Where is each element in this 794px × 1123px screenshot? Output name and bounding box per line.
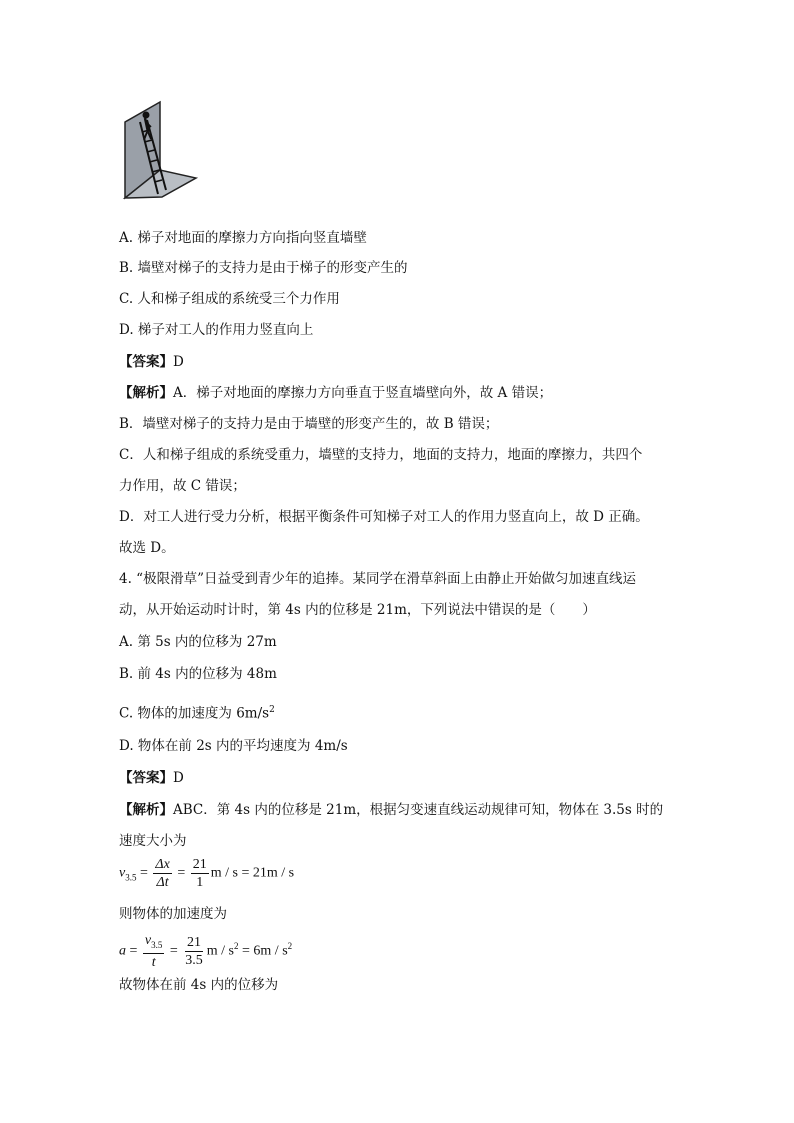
q3-answer <box>119 352 184 372</box>
q4-option-c <box>119 700 275 724</box>
q4-analysis-label: 【解析】 <box>119 802 173 818</box>
eq2-fraction-1 <box>143 932 164 972</box>
q4-option-c-exponent: 2 <box>269 705 275 715</box>
eq1-fraction-2 <box>191 856 209 891</box>
q4-stem-line-1: 4. “极限滑草”日益受到青少年的追捧。某同学在滑草斜面上由静止开始做匀加速直线运 <box>119 571 636 587</box>
eq2-lhs-var: a <box>119 943 126 959</box>
q3-analysis-text-1: A．梯子对地面的摩擦力方向垂直于竖直墙壁向外，故 A 错误； <box>173 385 553 401</box>
q4-option-c-text: C. 物体的加速度为 6m/s <box>119 705 270 722</box>
eq2-frac1-den: t <box>151 955 156 971</box>
ladder-against-wall-illustration <box>120 100 200 200</box>
q3-analysis-line-5: D．对工人进行受力分析，根据平衡条件可知梯子对工人的作用力竖直向上，故 D 正确。 <box>119 509 649 525</box>
eq2-tail-b-sup: 2 <box>287 941 293 951</box>
q4-answer <box>119 768 184 788</box>
eq2-frac1-num-var: v <box>144 932 152 948</box>
eq1-lhs-var: v <box>119 865 126 881</box>
q4-acceleration-intro: 则物体的加速度为 <box>119 906 227 922</box>
q3-answer-value: D <box>173 354 184 370</box>
eq2-frac1-num-sub: 3.5 <box>151 939 163 950</box>
q4-option-b: B. 前 4s 内的位移为 48m <box>119 666 277 682</box>
eq2-frac2-den: 3.5 <box>185 952 203 968</box>
q4-answer-value: D <box>173 770 184 786</box>
eq2-frac2-num: 21 <box>187 934 202 950</box>
q4-option-d: D. 物体在前 2s 内的平均速度为 4m/s <box>119 738 348 754</box>
eq1-lhs-sub: 3.5 <box>125 872 137 883</box>
q4-stem-line-2: 动，从开始运动时计时，第 4s 内的位移是 21m，下列说法中错误的是（ ） <box>119 602 596 618</box>
eq1-frac1-num: Δx <box>155 857 170 872</box>
eq1-frac2-num: 21 <box>192 857 207 872</box>
q3-analysis-line-1 <box>119 383 552 403</box>
q3-answer-label: 【答案】 <box>119 354 173 370</box>
equation-acceleration: a = $\frac{v_{3.5}}{t}$ = $\frac{21}{3.5}$ $m / s^2 = 6m / s^2$ <box>119 932 293 971</box>
eq1-frac2-den: 1 <box>196 875 204 890</box>
q4-answer-label: 【答案】 <box>119 770 173 786</box>
eq1-fraction-1 <box>153 856 171 891</box>
eq2-fraction-2 <box>183 934 205 969</box>
q3-analysis-line-3: C．人和梯子组成的系统受重力，墙壁的支持力，地面的支持力，地面的摩擦力，共四个 <box>119 447 643 463</box>
eq2-tail-a: m / s <box>206 943 235 959</box>
q4-option-a: A. 第 5s 内的位移为 27m <box>119 634 277 650</box>
q3-option-d: D. 梯子对工人的作用力竖直向上 <box>119 322 314 338</box>
eq2-tail-a-sup: 2 <box>234 941 239 951</box>
eq2-tail-b: = 6m / s <box>238 943 288 959</box>
eq1-frac1-den: Δt <box>156 875 169 890</box>
q4-displacement-intro: 故物体在前 4s 内的位移为 <box>119 977 279 993</box>
equation-velocity: $v_{3.5}$ = $\frac{\Delta x}{\Delta t}$ = $\frac{21}{1}$ m / s = 21m / s <box>119 857 295 890</box>
q4-analysis-line-2: 速度大小为 <box>119 833 187 849</box>
q3-option-c: C. 人和梯子组成的系统受三个力作用 <box>119 291 340 307</box>
q3-option-a: A. 梯子对地面的摩擦力方向指向竖直墙壁 <box>119 230 367 246</box>
q3-analysis-line-4: 力作用，故 C 错误； <box>119 478 246 494</box>
q4-analysis-line-1 <box>119 800 663 820</box>
q3-option-b: B. 墙壁对梯子的支持力是由于梯子的形变产生的 <box>119 260 408 276</box>
q3-analysis-label: 【解析】 <box>119 385 173 401</box>
q3-analysis-line-6: 故选 D。 <box>119 540 175 556</box>
q4-analysis-text-1: ABC．第 4s 内的位移是 21m，根据匀变速直线运动规律可知，物体在 3.5s 时的 <box>173 802 664 818</box>
eq1-tail: m / s = 21m / s <box>210 865 295 881</box>
q3-analysis-line-2: B．墙壁对梯子的支持力是由于墙壁的形变产生的，故 B 错误； <box>119 416 499 432</box>
